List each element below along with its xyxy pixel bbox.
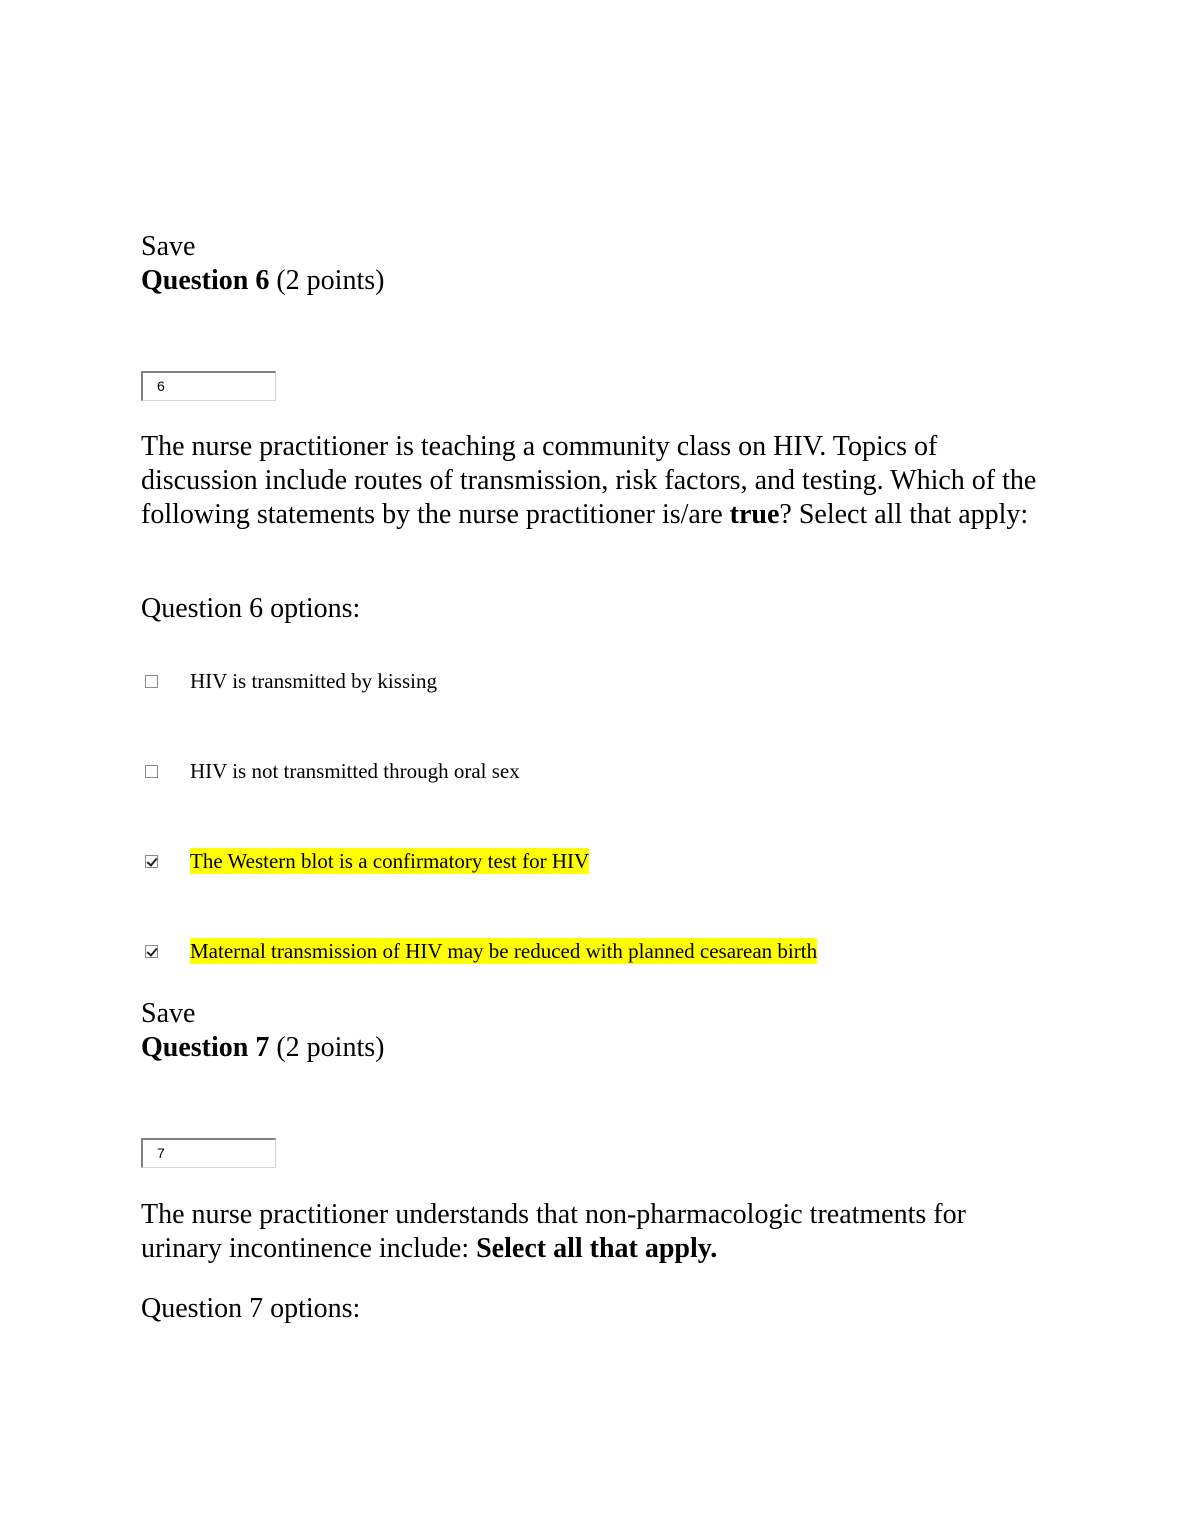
q6-option-3[interactable] [145, 848, 589, 874]
question-7-number-box: 7 [141, 1138, 276, 1168]
save-link-q7[interactable]: Save [141, 998, 196, 1029]
save-link-q6[interactable]: Save [141, 231, 196, 262]
question-7-text-bold: Select all that apply. [476, 1233, 718, 1264]
question-6-number-box: 6 [141, 371, 276, 401]
q6-option-2-checkbox[interactable] [145, 765, 158, 778]
question-6-title [141, 264, 384, 298]
q6-option-4-checkbox[interactable] [145, 945, 158, 958]
question-7-points: (2 points) [269, 1032, 385, 1063]
q6-option-1[interactable] [145, 668, 437, 694]
q6-option-4-label: Maternal transmission of HIV may be reduced with planned cesarean birth [190, 939, 818, 963]
q6-option-3-checkbox[interactable] [145, 855, 158, 868]
question-7-options-label: Question 7 options: [141, 1293, 361, 1324]
question-6-text [141, 430, 1041, 532]
question-7-number-label: Question 7 [141, 1032, 270, 1063]
q6-option-3-label: The Western blot is a confirmatory test for HIV [190, 849, 590, 873]
question-6-text-part1: The nurse practitioner is teaching a community class on HIV. Topics of discussion include routes of transmission, risk factors, and testing. Which of the following statements by the nurse practitioner is/are [141, 431, 1037, 530]
question-6-options-label: Question 6 options: [141, 593, 361, 624]
q6-option-1-checkbox[interactable] [145, 675, 158, 688]
question-6-text-bold: true [729, 499, 780, 530]
question-6-number-label: Question 6 [141, 265, 270, 296]
question-7-text-part1: The nurse practitioner understands that non-pharmacologic treatments for urinary incontinence include: [141, 1199, 966, 1264]
question-7-title [141, 1031, 384, 1065]
question-6-points: (2 points) [269, 265, 385, 296]
question-6-text-part2: ? Select all that apply: [779, 499, 1029, 530]
question-7-text [141, 1198, 1041, 1266]
q6-option-2-label: HIV is not transmitted through oral sex [190, 759, 520, 783]
q6-option-2[interactable] [145, 758, 520, 784]
q6-option-4[interactable] [145, 938, 817, 964]
q6-option-1-label: HIV is transmitted by kissing [190, 669, 437, 693]
